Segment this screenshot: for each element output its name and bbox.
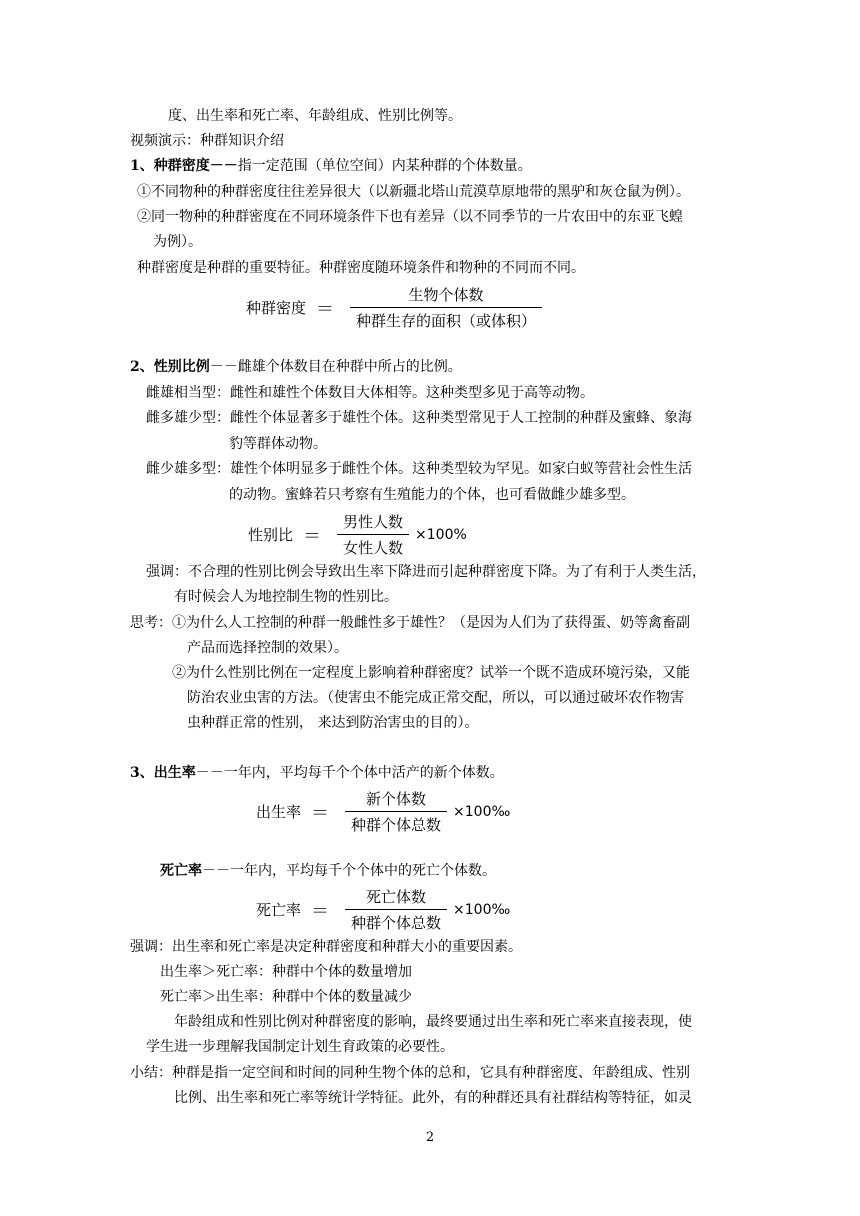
equals-sign: ＝ — [303, 525, 322, 547]
text-line: 产品而选择控制的效果）。 — [187, 640, 348, 656]
text-line: 豹等群体动物。 — [229, 436, 327, 452]
text-line: 强调：出生率和死亡率是决定种群密度和种群大小的重要因素。 — [130, 939, 522, 955]
section-3 — [130, 763, 504, 783]
equals-sign: ＝ — [311, 802, 330, 824]
text-line: 度、出生率和死亡率、年龄组成、性别比例等。 — [168, 108, 462, 124]
section-2 — [130, 357, 462, 377]
text-line: 死亡率＞出生率：种群中个体的数量减少 — [160, 989, 412, 1005]
text-line: 虫种群正常的性别， 来达到防治害虫的目的）。 — [187, 715, 479, 731]
fraction — [337, 511, 409, 558]
text-line: 学生进一步理解我国制定计划生育政策的必要性。 — [146, 1039, 454, 1055]
numerator: 生物个体数 — [408, 286, 484, 304]
text-line: 强调：不合理的性别比例会导致出生率下降进而引起种群密度下降。为了有利于人类生活， — [146, 564, 706, 580]
formula-sex-ratio — [248, 511, 467, 558]
text-line: 为例）。 — [153, 234, 202, 250]
formula-lhs: 出生率 — [256, 803, 302, 821]
denominator: 女性人数 — [337, 534, 409, 558]
section-death-rate — [160, 861, 496, 881]
formula-birth-rate — [256, 788, 510, 835]
denominator: 种群个体总数 — [345, 811, 447, 835]
text-line: －－雌雄个体数目在种群中所占的比例。 — [209, 359, 462, 375]
formula-lhs: 性别比 — [248, 526, 294, 544]
text-line: 指一定范围（单位空间）内某种群的个体数量。 — [237, 158, 532, 174]
formula-lhs: 死亡率 — [256, 901, 302, 919]
numerator: 死亡体数 — [366, 888, 427, 906]
text-line: 种群密度是种群的重要特征。种群密度随环境条件和物种的不同而不同。 — [137, 260, 585, 276]
formula-death-rate — [256, 886, 510, 933]
denominator: 种群生存的面积（或体积） — [350, 307, 542, 331]
text-line: 雌少雄多型：雄性个体明显多于雌性个体。这种类型较为罕见。如家白蚁等营社会性生活 — [146, 461, 692, 477]
equals-sign: ＝ — [311, 900, 330, 922]
text-line: 思考：①为什么人工控制的种群一般雌性多于雄性？（是因为人们为了获得蛋、奶等禽畜副 — [130, 615, 690, 631]
text-line: 比例、出生率和死亡率等统计学特征。此外，有的种群还具有社群结构等特征，如灵 — [174, 1090, 692, 1106]
text-line: 小结：种群是指一定空间和时间的同种生物个体的总和，它具有种群密度、年龄组成、性别 — [130, 1065, 690, 1081]
text-line: 雌多雄少型：雌性个体显著多于雄性个体。这种类型常见于人工控制的种群及蜜蜂、象海 — [146, 410, 692, 426]
heading-sex-ratio: 2、性别比例 — [130, 359, 210, 375]
fraction — [345, 886, 447, 933]
text-line: 出生率＞死亡率：种群中个体的数量增加 — [160, 964, 412, 980]
text-line: 有时候会人为地控制生物的性别比。 — [174, 589, 398, 605]
multiplier: ×100% — [415, 526, 467, 543]
text-line: 视频演示：种群知识介绍 — [130, 133, 284, 149]
equals-sign: ＝ — [316, 298, 335, 320]
denominator: 种群个体总数 — [345, 909, 447, 933]
numerator: 新个体数 — [366, 790, 427, 808]
text-line: 的动物。蜜蜂若只考察有生殖能力的个体，也可看做雌少雄多型。 — [229, 487, 635, 503]
formula-lhs: 种群密度 — [246, 299, 307, 317]
heading-birth-rate: 3、出生率 — [130, 765, 196, 781]
multiplier: ×100‰ — [453, 803, 511, 820]
page-number: 2 — [425, 1130, 435, 1145]
text-line: 雌雄相当型：雌性和雄性个体数目大体相等。这种类型多见于高等动物。 — [146, 385, 594, 401]
numerator: 男性人数 — [343, 513, 404, 531]
fraction — [350, 284, 542, 331]
text-line: ②为什么性别比例在一定程度上影响着种群密度？试举一个既不造成环境污染，又能 — [172, 665, 690, 681]
heading-population-density: 1、种群密度－－ — [130, 158, 238, 174]
fraction — [345, 788, 447, 835]
heading-death-rate: 死亡率 — [160, 863, 202, 879]
text-line: ②同一物种的种群密度在不同环境条件下也有差异（以不同季节的一片农田中的东亚飞蝗 — [137, 209, 683, 225]
text-line: ①不同物种的种群密度往往差异很大（以新疆北塔山荒漠草原地带的黑驴和灰仓鼠为例）。 — [137, 184, 690, 200]
text-line: 防治农业虫害的方法。（使害虫不能完成正常交配，所以，可以通过破坏农作物害 — [187, 690, 684, 706]
text-line: 年龄组成和性别比例对种群密度的影响，最终要通过出生率和死亡率来直接表现，使 — [174, 1014, 692, 1030]
multiplier: ×100‰ — [453, 901, 511, 918]
section-1 — [130, 156, 532, 176]
text-line: －－一年内，平均每千个个体中活产的新个体数。 — [195, 765, 504, 781]
formula-density — [246, 284, 548, 331]
text-line: －－一年内，平均每千个个体中的死亡个体数。 — [202, 863, 496, 879]
